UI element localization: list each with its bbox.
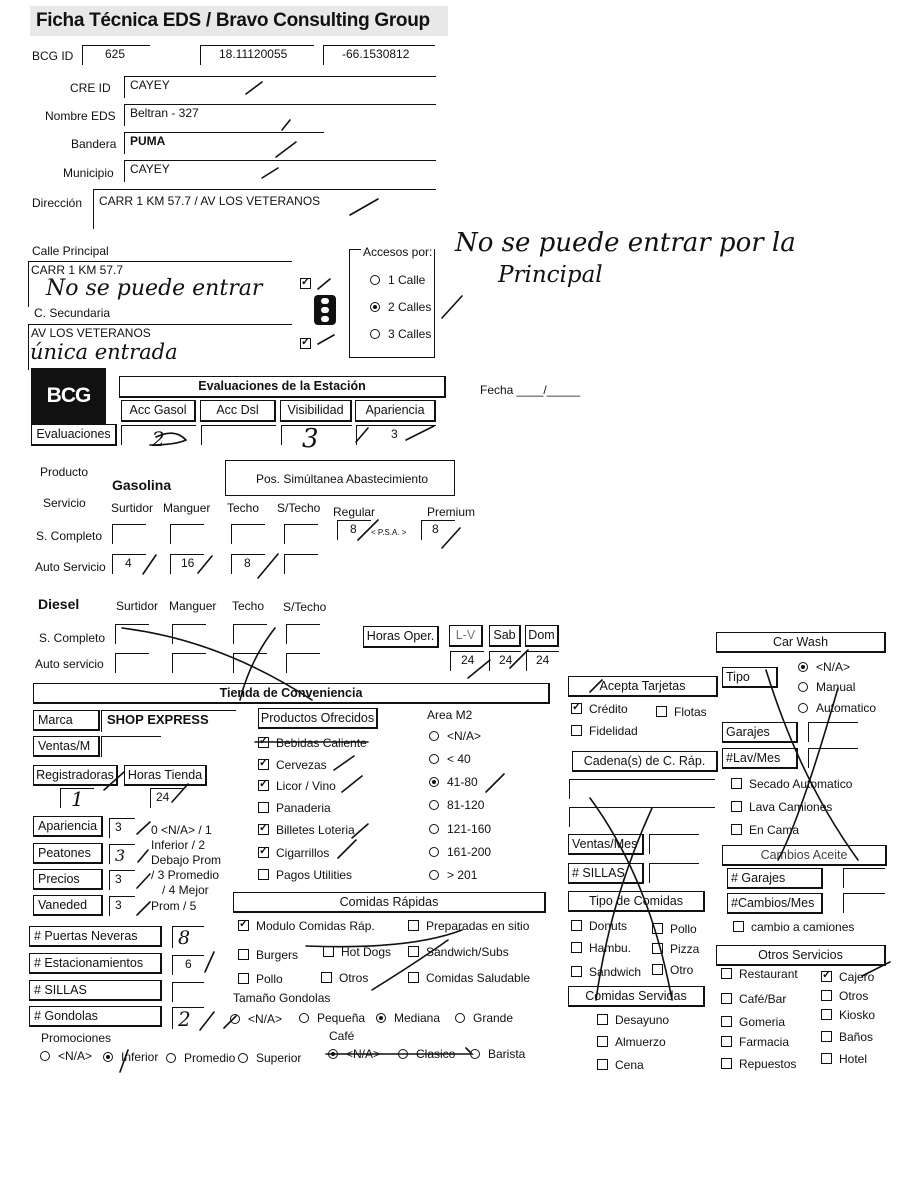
cadena-ventas-field[interactable] [649,834,699,854]
tick-mark [318,335,334,344]
car-wash-camiones[interactable]: Lava Camiones [731,800,832,814]
checkbox-icon [821,1031,832,1042]
car-wash-option-auto[interactable]: Automatico [798,701,876,715]
checkbox-icon [408,920,419,931]
tick-mark [442,296,462,318]
calle-secundaria-field[interactable]: AV LOS VETERANOS [28,324,292,370]
calle-secundaria-note: única entrada [30,340,178,364]
garajes-field[interactable] [808,722,858,742]
cadena-field-2[interactable] [569,807,715,827]
checkbox-icon [258,869,269,880]
otros-gomeria[interactable]: Gomeria [721,1015,785,1029]
cambios-garajes-field[interactable] [843,868,885,888]
gas-sc-manguer[interactable] [170,524,204,544]
tipo-sandwich[interactable]: Sandwich [571,965,641,979]
producto-licor[interactable]: ✓Licor / Vino [258,779,336,793]
cadena-sillas-label: # SILLAS [568,863,644,884]
cambios-mes-field[interactable] [843,893,885,913]
cambios-mes-label: #Cambios/Mes [727,893,823,914]
bcg-id-label: BCG ID [32,49,74,63]
otros-cajero[interactable]: ✓ Cajero [821,970,874,984]
longitude-field[interactable]: -66.1530812 [323,45,435,65]
car-wash-title: Car Wash [716,632,886,653]
radio-icon [398,1049,408,1059]
comida-saludable[interactable]: Comidas Saludable [408,971,530,985]
otros-repuestos[interactable]: Repuestos [721,1057,796,1071]
cadena-ventas-label: Ventas/Mes [568,834,644,855]
checkbox-icon [258,780,269,791]
cambios-aceite-title: Cambios Aceite [722,845,887,866]
gas-as-stecho[interactable] [284,554,318,574]
radio-icon [455,1013,465,1023]
tipo-pizza[interactable]: Pizza [652,942,699,956]
checkbox-icon [597,1036,608,1047]
radio-icon [238,1053,248,1063]
tipo-donuts[interactable]: Donuts [571,919,627,933]
radio-icon [230,1014,240,1024]
dsl-col-manguer: Manguer [169,599,217,613]
servida-cena[interactable]: Cena [597,1058,644,1072]
tamano-gondolas-label: Tamaño Gondolas [233,991,331,1005]
radio-icon [370,275,380,285]
radio-icon [429,870,439,880]
checkbox-icon [652,964,663,975]
marca-field[interactable]: SHOP EXPRESS [101,710,236,732]
checkbox-icon [721,993,732,1004]
tick-mark [486,774,504,792]
gas-as-manguer[interactable]: 16 [170,554,204,574]
gas-as-techo[interactable]: 8 [231,554,265,574]
dsl-col-surtidor: Surtidor [116,599,159,613]
gas-sc-techo[interactable] [231,524,265,544]
s-completo-label: S. Completo [36,529,103,543]
psa-label: < P.S.A. > [371,528,407,537]
car-wash-option-na[interactable]: <N/A> [798,660,850,674]
gas-col-stecho: S/Techo [277,501,321,515]
visibilidad-value[interactable]: 3 [281,425,352,445]
tamano-option-pequena[interactable]: Pequeña [299,1011,365,1025]
gas-sc-stecho[interactable] [284,524,318,544]
bcg-id-field[interactable]: 625 [82,45,150,65]
tarjeta-credito[interactable]: ✓Crédito [571,702,628,716]
horas-sab-header: Sab [489,625,521,647]
tick-mark [137,822,150,834]
registradoras-label: Registradoras [33,765,118,786]
auto-servicio-label: Auto Servicio [35,560,106,574]
servida-almuerzo[interactable]: Almuerzo [597,1035,666,1049]
gas-col-techo: Techo [227,501,260,515]
producto-label: Producto [40,465,89,479]
producto-loteria[interactable]: ✓Billetes Loteria [258,823,355,837]
checkbox-icon [731,824,742,835]
area-option-41-80[interactable]: 41-80 [429,775,478,789]
checkbox-icon [721,1036,732,1047]
pos-simultanea-label: Pos. Simúltanea Abastecimiento [256,472,429,486]
comidas-rapidas-title: Comidas Rápidas [233,892,546,913]
gondolas-label: # Gondolas [29,1006,162,1027]
car-wash-tipo-label: Tipo [722,667,778,688]
apariencia-value[interactable]: 3 [356,425,436,445]
comida-sandwich[interactable]: Sandwich/Subs [408,945,509,959]
checkbox-icon [721,968,732,979]
traffic-light-icon [314,295,336,325]
producto-bebidas[interactable]: ✓Bebidas Caliente [258,736,367,750]
tamano-option-mediana[interactable]: Mediana [376,1011,440,1025]
tamano-option-na[interactable]: <N/A> [230,1012,282,1026]
cafe-label: Café [329,1029,355,1043]
radio-icon [429,824,439,834]
tipo-comidas-title: Tipo de Comidas [568,891,705,912]
gas-col-surtidor: Surtidor [111,501,154,515]
evaluaciones-button[interactable]: Evaluaciones [31,424,117,446]
car-wash-encama[interactable]: En Cama [731,823,799,837]
dsl-as-surtidor[interactable] [115,653,149,673]
visibilidad-header: Visibilidad [280,400,352,422]
cafe-option-barista[interactable]: Barista [470,1047,525,1061]
checkbox-icon [408,972,419,983]
radio-icon [376,1013,386,1023]
tipo-otro[interactable]: Otro [652,963,693,977]
scale-line-1: 0 <N/A> / 1 [151,823,212,837]
lav-mes-field[interactable] [808,748,858,768]
checkbox-icon [571,703,582,714]
dsl-auto-servicio-label: Auto servicio [35,657,104,671]
neveras-field[interactable]: 8 [172,926,204,948]
comida-modulo[interactable]: ✓Modulo Comidas Ráp. [238,919,375,933]
checkbox-icon [238,920,249,931]
checkbox-icon [733,921,744,932]
area-label: Area M2 [427,708,473,722]
acc-gasol-value[interactable]: 2 [121,425,196,445]
bcg-logo: BCG [31,368,106,424]
servida-desayuno[interactable]: Desayuno [597,1013,669,1027]
horas-lv-header: L-V [449,625,483,647]
regular-label: Regular [333,505,376,519]
nombre-eds-field[interactable]: Beltran - 327 [124,104,436,126]
radio-icon [798,662,808,672]
area-option-161-200[interactable]: 161-200 [429,845,491,859]
apariencia-field[interactable]: 3 [109,818,135,838]
comida-preparadas[interactable]: Preparadas en sitio [408,919,529,933]
dsl-as-techo[interactable] [233,653,267,673]
radio-icon [166,1053,176,1063]
radio-icon [429,847,439,857]
otros-servicios-title: Otros Servicios [716,945,886,966]
horas-oper-button[interactable]: Horas Oper. [363,626,439,648]
direccion-label: Dirección [32,196,83,210]
gas-col-manguer: Manguer [163,501,211,515]
cadena-field-1[interactable] [569,779,715,799]
tienda-title: Tienda de Conveniencia [33,683,550,704]
radio-icon [370,329,380,339]
radio-icon [328,1049,338,1059]
sillas-label: # SILLAS [29,980,162,1001]
promo-option-inferior[interactable]: Inferior [103,1050,158,1064]
cafe-option-na[interactable]: <N/A> [328,1047,380,1061]
calle-secundaria-check[interactable] [300,335,318,353]
gas-sc-surtidor[interactable] [112,524,146,544]
area-option-201[interactable]: > 201 [429,868,477,882]
acc-dsl-header: Acc Dsl [200,400,276,422]
municipio-label: Municipio [63,166,114,180]
apariencia-header: Apariencia [355,400,436,422]
checkbox-icon [258,759,269,770]
radio-icon [370,302,380,312]
checkbox-icon [258,824,269,835]
cadena-label: Cadena(s) de C. Ráp. [572,751,718,772]
dsl-sc-manguer[interactable] [172,624,206,644]
calle-principal-field[interactable]: CARR 1 KM 57.7 [28,261,292,307]
checkbox-icon [321,972,332,983]
horas-dom-value[interactable]: 24 [526,651,559,671]
comidas-servidas-title: Comidas Servidas [568,986,705,1007]
tamano-option-grande[interactable]: Grande [455,1011,513,1025]
area-option-na[interactable]: <N/A> [429,729,481,743]
tick-mark [205,952,214,972]
dsl-col-stecho: S/Techo [283,600,327,614]
checkbox-icon [721,1058,732,1069]
radio-icon [429,800,439,810]
tick-mark [338,840,356,858]
precios-field[interactable]: 3 [109,870,135,890]
accesos-option-3[interactable]: 3 Calles [370,327,431,341]
otros-kiosko[interactable]: Kiosko [821,1008,875,1022]
ventas-label: Ventas/M [33,736,100,757]
radio-icon [40,1051,50,1061]
lav-mes-label: #Lav/Mes [722,748,798,769]
radio-icon [299,1013,309,1023]
radio-icon [429,731,439,741]
marca-label: Marca [33,710,100,731]
apariencia-label: Apariencia [33,816,103,837]
comida-hotdogs[interactable]: Hot Dogs [323,945,391,959]
direccion-field[interactable]: CARR 1 KM 57.7 / AV LOS VETERANOS [93,189,436,229]
accesos-option-2[interactable]: 2 Calles [370,300,431,314]
horas-tienda-field[interactable]: 24 [150,788,184,808]
checkbox-icon [731,801,742,812]
tarjeta-fidelidad[interactable]: Fidelidad [571,724,638,738]
checkbox-icon [652,943,663,954]
dsl-as-manguer[interactable] [172,653,206,673]
scale-line-5: / 4 Mejor [162,883,209,897]
promo-option-promedio[interactable]: Promedio [166,1051,235,1065]
car-wash-option-manual[interactable]: Manual [798,680,855,694]
checkbox-icon [652,923,663,934]
municipio-field[interactable]: CAYEY [124,160,436,182]
checkbox-icon [821,990,832,1001]
scale-line-6: Prom / 5 [151,899,197,913]
otros-hotel[interactable]: Hotel [821,1052,867,1066]
horas-lv-value[interactable]: 24 [450,651,484,671]
dsl-s-completo-label: S. Completo [39,631,106,645]
otros-banos[interactable]: Baños [821,1030,873,1044]
checkbox-icon [821,1053,832,1064]
checkbox-icon [238,973,249,984]
checkbox-icon [571,942,582,953]
promociones-label: Promociones [41,1031,112,1045]
checkbox-icon [571,966,582,977]
peatones-label: Peatones [33,843,103,864]
nombre-eds-label: Nombre EDS [45,109,116,123]
checkbox-icon [238,949,249,960]
otros-cafebar[interactable]: Café/Bar [721,992,786,1006]
checkbox-icon [597,1014,608,1025]
variedad-field[interactable]: 3 [109,896,135,916]
cafe-option-clasico[interactable]: Clasico [398,1047,455,1061]
dsl-sc-stecho[interactable] [286,624,320,644]
scale-line-3: Debajo Prom [151,853,222,867]
calle-principal-note: No se puede entrar [46,276,263,301]
precios-label: Precios [33,869,103,890]
radio-icon [103,1052,113,1062]
calle-principal-label: Calle Principal [32,244,109,258]
sillas-field[interactable] [172,982,204,1002]
radio-icon [798,682,808,692]
cre-id-field[interactable]: CAYEY [124,76,436,98]
scale-line-2: Inferior / 2 [151,838,206,852]
tick-mark [318,279,330,289]
producto-utilities[interactable]: Pagos Utilities [258,868,352,882]
gas-as-surtidor[interactable]: 4 [112,554,146,574]
bandera-label: Bandera [71,137,117,151]
handwritten-note-line2: Principal [498,262,603,288]
neveras-label: # Puertas Neveras [29,926,162,947]
variedad-label: Vaneded [33,895,103,916]
gasolina-label: Gasolina [112,477,172,493]
servicio-label: Servicio [43,496,86,510]
promo-option-na[interactable]: <N/A> [40,1049,92,1063]
cre-id-label: CRE ID [70,81,111,95]
car-wash-secado[interactable]: Secado Automatico [731,777,852,791]
calle-principal-check[interactable] [300,275,318,293]
dsl-sc-techo[interactable] [233,624,267,644]
acepta-tarjetas-title: Acepta Tarjetas [568,676,718,697]
acc-gasol-header: Acc Gasol [121,400,196,422]
checkbox-icon [258,737,269,748]
calle-secundaria-label: C. Secundaria [34,306,111,320]
radio-icon [470,1049,480,1059]
radio-icon [429,777,439,787]
cadena-sillas-field[interactable] [649,863,699,883]
checkbox-icon [571,725,582,736]
handwritten-note-line1: No se puede entrar por la [455,228,796,258]
cambios-garajes-label: # Garajes [727,868,823,889]
tipo-pollo[interactable]: Pollo [652,922,697,936]
page-title: Ficha Técnica EDS / Bravo Consulting Group [36,10,430,31]
latitude-field[interactable]: 18.11120055 [200,45,314,65]
checkbox-icon [258,802,269,813]
checkbox-icon [258,847,269,858]
producto-cervezas[interactable]: ✓Cervezas [258,758,327,772]
horas-dom-header: Dom [525,625,559,647]
diesel-label: Diesel [38,596,80,612]
registradoras-field[interactable]: 1 [60,788,94,808]
tick-mark [138,850,148,862]
comida-otros[interactable]: Otros [321,971,368,985]
dsl-as-stecho[interactable] [286,653,320,673]
productos-title: Productos Ofrecidos [258,708,378,729]
radio-icon [429,754,439,764]
area-option-121-160[interactable]: 121-160 [429,822,491,836]
accesos-label: Accesos por: [363,245,433,259]
cambio-camiones[interactable]: cambio a camiones [733,920,854,934]
dsl-col-techo: Techo [232,599,265,613]
tick-mark [342,776,362,792]
otros-farmacia[interactable]: Farmacia [721,1035,789,1049]
area-option-40[interactable]: < 40 [429,752,471,766]
regular-value[interactable]: 8 [337,520,371,540]
checkbox-icon [821,1009,832,1020]
tick-mark [137,874,150,888]
estacionamientos-label: # Estacionamientos [29,953,162,974]
radio-icon [798,703,808,713]
checkbox-icon [656,706,667,717]
peatones-field[interactable]: 3 [109,844,135,864]
scale-line-4: / 3 Promedio [151,868,220,882]
promo-option-superior[interactable]: Superior [238,1051,301,1065]
horas-sab-value[interactable]: 24 [489,651,521,671]
fecha-label: Fecha ____/_____ [480,383,581,397]
premium-value[interactable]: 8 [421,520,455,540]
bandera-field[interactable]: PUMA [124,132,324,154]
checkbox-icon [571,920,582,931]
comida-pollo[interactable]: Pollo [238,972,283,986]
tipo-hambu[interactable]: Hambu. [571,941,631,955]
area-option-81-120[interactable]: 81-120 [429,798,484,812]
tarjeta-flotas[interactable]: Flotas [656,705,707,719]
tick-mark [334,756,354,770]
dsl-sc-surtidor[interactable] [115,624,149,644]
checkbox-icon [731,778,742,789]
evaluaciones-title: Evaluaciones de la Estación [119,376,446,398]
checkbox-icon [821,971,832,982]
producto-panaderia[interactable]: Panaderia [258,801,331,815]
checkbox-icon [408,946,419,957]
premium-label: Premium [427,505,476,519]
producto-cigarrillos[interactable]: ✓Cigarrillos [258,846,329,860]
estacionamientos-field[interactable]: 6 [172,955,204,975]
ventas-field[interactable] [101,736,161,757]
checkbox-icon [721,1016,732,1027]
acc-dsl-value[interactable] [201,425,276,445]
comida-burgers[interactable]: Burgers [238,948,298,962]
checkbox-icon [323,946,334,957]
tick-mark [137,902,150,915]
otros-otros[interactable]: Otros [821,989,868,1003]
otros-restaurant[interactable]: Restaurant [721,967,798,981]
accesos-option-1[interactable]: 1 Calle [370,273,425,287]
garajes-label: Garajes [722,722,798,743]
checkbox-icon [597,1059,608,1070]
horas-tienda-label: Horas Tienda [124,765,207,786]
gondolas-field[interactable]: 2 [172,1007,204,1029]
